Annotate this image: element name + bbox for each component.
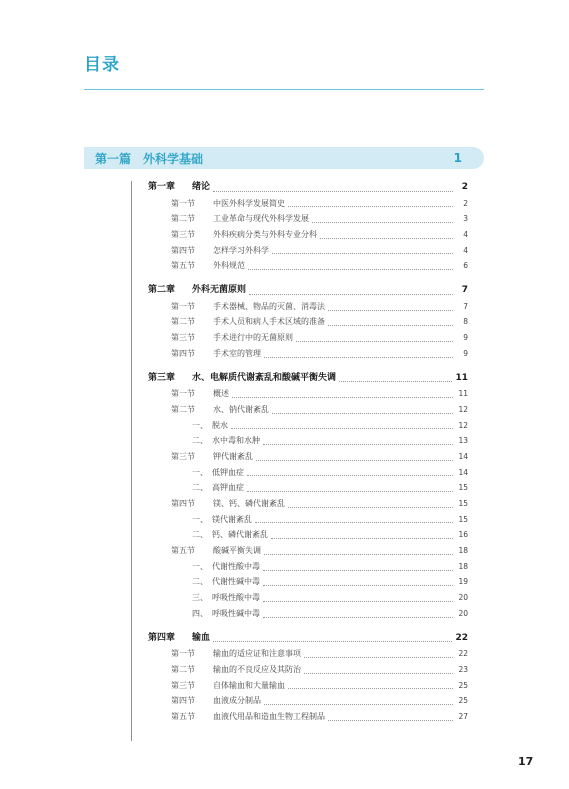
section-entry-title: 自体输血和大量输血 bbox=[213, 680, 285, 690]
chapter-entry-page: 7 bbox=[461, 285, 468, 296]
section-entry-title: 钾代谢紊乱 bbox=[213, 451, 253, 461]
subsection-entry-page: 20 bbox=[458, 593, 468, 603]
section-entry-title: 血液代用品和造血生物工程制品 bbox=[213, 711, 325, 721]
section-entry-page: 6 bbox=[463, 261, 468, 271]
dot-leader bbox=[271, 536, 453, 539]
dot-leader bbox=[339, 379, 452, 382]
part-page-number: 1 bbox=[453, 151, 462, 165]
dot-leader bbox=[328, 308, 453, 311]
dot-leader bbox=[264, 702, 453, 705]
section-entry[interactable] bbox=[148, 449, 468, 465]
section-entry[interactable] bbox=[148, 196, 468, 212]
dot-leader bbox=[263, 568, 453, 571]
subsection-entry-title: 代谢性酸中毒 bbox=[212, 561, 260, 571]
section-entry-page: 25 bbox=[458, 696, 468, 706]
section-entry[interactable] bbox=[148, 243, 468, 259]
section-entry[interactable] bbox=[148, 315, 468, 331]
section-entry-label: 第一节 bbox=[171, 198, 195, 208]
dot-leader bbox=[288, 204, 453, 207]
section-entry-label: 第三节 bbox=[171, 230, 195, 240]
dot-leader bbox=[248, 267, 453, 270]
subsection-entry-title: 呼吸性酸中毒 bbox=[212, 593, 260, 603]
dot-leader bbox=[272, 251, 453, 254]
section-entry-label: 第二节 bbox=[171, 317, 195, 327]
part-title: 外科学基础 bbox=[143, 151, 204, 166]
subsection-entry-page: 18 bbox=[458, 561, 468, 571]
chapter-entry-label: 第三章 bbox=[148, 372, 176, 383]
chapter-entry-title: 水、电解质代谢紊乱和酸碱平衡失调 bbox=[192, 372, 337, 383]
dot-leader bbox=[263, 583, 453, 586]
part-label: 第一篇 bbox=[95, 151, 132, 166]
section-entry[interactable] bbox=[148, 402, 468, 418]
section-entry-label: 第一节 bbox=[171, 649, 195, 659]
section-entry-label: 第三节 bbox=[171, 333, 195, 343]
part-heading-bar[interactable] bbox=[84, 147, 484, 169]
section-entry[interactable] bbox=[148, 496, 468, 512]
dot-leader bbox=[213, 189, 453, 192]
section-entry-label: 第四节 bbox=[171, 348, 195, 358]
subsection-entry-title: 呼吸性碱中毒 bbox=[212, 608, 260, 618]
section-entry[interactable] bbox=[148, 543, 468, 559]
section-entry-page: 22 bbox=[458, 649, 468, 659]
dot-leader bbox=[247, 473, 453, 476]
section-entry-label: 第四节 bbox=[171, 245, 195, 255]
section-entry-page: 7 bbox=[463, 301, 468, 311]
section-entry[interactable] bbox=[148, 346, 468, 362]
section-entry-title: 工业革命与现代外科学发展 bbox=[213, 214, 309, 224]
section-entry-label: 第一节 bbox=[171, 301, 195, 311]
dot-leader bbox=[272, 411, 453, 414]
dot-leader bbox=[288, 505, 453, 508]
subsection-entry-label: 一、 bbox=[192, 467, 208, 477]
dot-leader bbox=[256, 458, 453, 461]
chapter-entry[interactable] bbox=[148, 371, 468, 387]
dot-leader bbox=[304, 671, 453, 674]
section-entry-label: 第三节 bbox=[171, 680, 195, 690]
section-entry-page: 4 bbox=[463, 230, 468, 240]
section-entry[interactable] bbox=[148, 211, 468, 227]
chapter-spacer bbox=[148, 622, 468, 631]
dot-leader bbox=[263, 599, 453, 602]
section-entry-title: 镁、钙、磷代谢紊乱 bbox=[213, 499, 285, 509]
subsection-entry[interactable] bbox=[148, 606, 468, 622]
page-title: 目录 bbox=[84, 55, 120, 75]
section-entry[interactable] bbox=[148, 227, 468, 243]
section-entry-label: 第三节 bbox=[171, 451, 195, 461]
section-entry-title: 水、钠代谢紊乱 bbox=[213, 404, 269, 414]
section-entry-page: 18 bbox=[458, 546, 468, 556]
section-entry-page: 14 bbox=[458, 451, 468, 461]
subsection-entry[interactable] bbox=[148, 512, 468, 528]
dot-leader bbox=[247, 489, 453, 492]
subsection-entry-page: 15 bbox=[458, 483, 468, 493]
title-divider bbox=[84, 89, 484, 90]
subsection-entry-title: 高钾血症 bbox=[212, 483, 244, 493]
section-entry-label: 第五节 bbox=[171, 546, 195, 556]
subsection-entry-label: 一、 bbox=[192, 514, 208, 524]
section-entry-title: 手术室的管理 bbox=[213, 348, 261, 358]
section-entry-page: 8 bbox=[463, 317, 468, 327]
section-entry-page: 11 bbox=[458, 389, 468, 399]
subsection-entry-page: 14 bbox=[458, 467, 468, 477]
section-entry[interactable] bbox=[148, 299, 468, 315]
subsection-entry[interactable] bbox=[148, 559, 468, 575]
section-entry-title: 概述 bbox=[213, 389, 229, 399]
table-of-contents bbox=[148, 180, 468, 725]
dot-leader bbox=[232, 395, 453, 398]
section-entry-title: 酸碱平衡失调 bbox=[213, 546, 261, 556]
section-entry[interactable] bbox=[148, 709, 468, 725]
subsection-entry[interactable] bbox=[148, 433, 468, 449]
section-entry-page: 15 bbox=[458, 499, 468, 509]
subsection-entry-title: 水中毒和水肿 bbox=[212, 436, 260, 446]
subsection-entry-title: 低钾血症 bbox=[212, 467, 244, 477]
section-entry-label: 第四节 bbox=[171, 499, 195, 509]
section-entry-page: 9 bbox=[463, 333, 468, 343]
section-entry-page: 2 bbox=[463, 198, 468, 208]
section-entry[interactable] bbox=[148, 678, 468, 694]
dot-leader bbox=[296, 339, 453, 342]
subsection-entry-label: 二、 bbox=[192, 483, 208, 493]
dot-leader bbox=[263, 442, 453, 445]
section-entry-title: 手术进行中的无菌原则 bbox=[213, 333, 293, 343]
subsection-entry-page: 19 bbox=[458, 577, 468, 587]
chapter-spacer bbox=[148, 362, 468, 371]
dot-leader bbox=[263, 615, 453, 618]
subsection-entry[interactable] bbox=[148, 590, 468, 606]
toc-vertical-rule bbox=[131, 181, 132, 741]
section-entry-page: 9 bbox=[463, 348, 468, 358]
dot-leader bbox=[328, 323, 453, 326]
section-entry-title: 外科疾病分类与外科专业分科 bbox=[213, 230, 317, 240]
section-entry[interactable] bbox=[148, 646, 468, 662]
section-entry-label: 第四节 bbox=[171, 696, 195, 706]
section-entry-label: 第二节 bbox=[171, 404, 195, 414]
subsection-entry[interactable] bbox=[148, 480, 468, 496]
chapter-entry-page: 2 bbox=[461, 181, 468, 192]
chapter-entry-title: 绪论 bbox=[192, 181, 211, 192]
dot-leader bbox=[320, 236, 453, 239]
section-entry-label: 第五节 bbox=[171, 261, 195, 271]
dot-leader bbox=[264, 355, 453, 358]
section-entry-label: 第二节 bbox=[171, 664, 195, 674]
dot-leader bbox=[249, 292, 453, 295]
dot-leader bbox=[304, 655, 453, 658]
section-entry-title: 输血的不良反应及其防治 bbox=[213, 664, 301, 674]
subsection-entry[interactable] bbox=[148, 465, 468, 481]
section-entry-title: 输血的适应证和注意事项 bbox=[213, 649, 301, 659]
subsection-entry[interactable] bbox=[148, 575, 468, 591]
dot-leader bbox=[264, 552, 453, 555]
subsection-entry-label: 二、 bbox=[192, 577, 208, 587]
chapter-entry-title: 输血 bbox=[192, 632, 211, 643]
subsection-entry-page: 16 bbox=[458, 530, 468, 540]
section-entry[interactable] bbox=[148, 386, 468, 402]
section-entry-label: 第二节 bbox=[171, 214, 195, 224]
page-number: 17 bbox=[518, 755, 534, 768]
section-entry-page: 3 bbox=[463, 214, 468, 224]
section-entry-title: 中医外科学发展简史 bbox=[213, 198, 285, 208]
chapter-entry[interactable] bbox=[148, 631, 468, 647]
dot-leader bbox=[255, 520, 453, 523]
dot-leader bbox=[213, 639, 452, 642]
subsection-entry-title: 代谢性碱中毒 bbox=[212, 577, 260, 587]
section-entry[interactable] bbox=[148, 693, 468, 709]
section-entry[interactable] bbox=[148, 330, 468, 346]
subsection-entry-page: 12 bbox=[458, 420, 468, 430]
subsection-entry-label: 四、 bbox=[192, 608, 208, 618]
section-entry[interactable] bbox=[148, 662, 468, 678]
subsection-entry-label: 二、 bbox=[192, 436, 208, 446]
section-entry-page: 25 bbox=[458, 680, 468, 690]
section-entry-page: 27 bbox=[458, 711, 468, 721]
chapter-entry[interactable] bbox=[148, 283, 468, 299]
section-entry-label: 第一节 bbox=[171, 389, 195, 399]
subsection-entry[interactable] bbox=[148, 527, 468, 543]
section-entry-page: 23 bbox=[458, 664, 468, 674]
chapter-entry-title: 外科无菌原则 bbox=[192, 285, 247, 296]
subsection-entry-label: 一、 bbox=[192, 420, 208, 430]
dot-leader bbox=[231, 426, 453, 429]
chapter-entry-page: 11 bbox=[455, 372, 468, 383]
subsection-entry[interactable] bbox=[148, 418, 468, 434]
chapter-entry[interactable] bbox=[148, 180, 468, 196]
section-entry-title: 血液成分制品 bbox=[213, 696, 261, 706]
dot-leader bbox=[288, 686, 453, 689]
chapter-entry-page: 22 bbox=[455, 632, 468, 643]
section-entry-page: 12 bbox=[458, 404, 468, 414]
section-entry-page: 4 bbox=[463, 245, 468, 255]
chapter-entry-label: 第二章 bbox=[148, 285, 176, 296]
subsection-entry-label: 二、 bbox=[192, 530, 208, 540]
subsection-entry-label: 一、 bbox=[192, 561, 208, 571]
chapter-spacer bbox=[148, 274, 468, 283]
section-entry-title: 手术器械、物品的灭菌、消毒法 bbox=[213, 301, 325, 311]
dot-leader bbox=[328, 718, 453, 721]
dot-leader bbox=[312, 220, 453, 223]
chapter-entry-label: 第四章 bbox=[148, 632, 176, 643]
section-entry-title: 怎样学习外科学 bbox=[213, 245, 269, 255]
chapter-entry-label: 第一章 bbox=[148, 181, 176, 192]
subsection-entry-label: 三、 bbox=[192, 593, 208, 603]
subsection-entry-title: 钙、磷代谢紊乱 bbox=[212, 530, 268, 540]
subsection-entry-page: 13 bbox=[458, 436, 468, 446]
subsection-entry-page: 20 bbox=[458, 608, 468, 618]
section-entry-title: 外科规范 bbox=[213, 261, 245, 271]
subsection-entry-title: 镁代谢紊乱 bbox=[212, 514, 252, 524]
subsection-entry-page: 15 bbox=[458, 514, 468, 524]
section-entry-label: 第五节 bbox=[171, 711, 195, 721]
section-entry-title: 手术人员和病人手术区域的准备 bbox=[213, 317, 325, 327]
subsection-entry-title: 脱水 bbox=[212, 420, 228, 430]
section-entry[interactable] bbox=[148, 258, 468, 274]
